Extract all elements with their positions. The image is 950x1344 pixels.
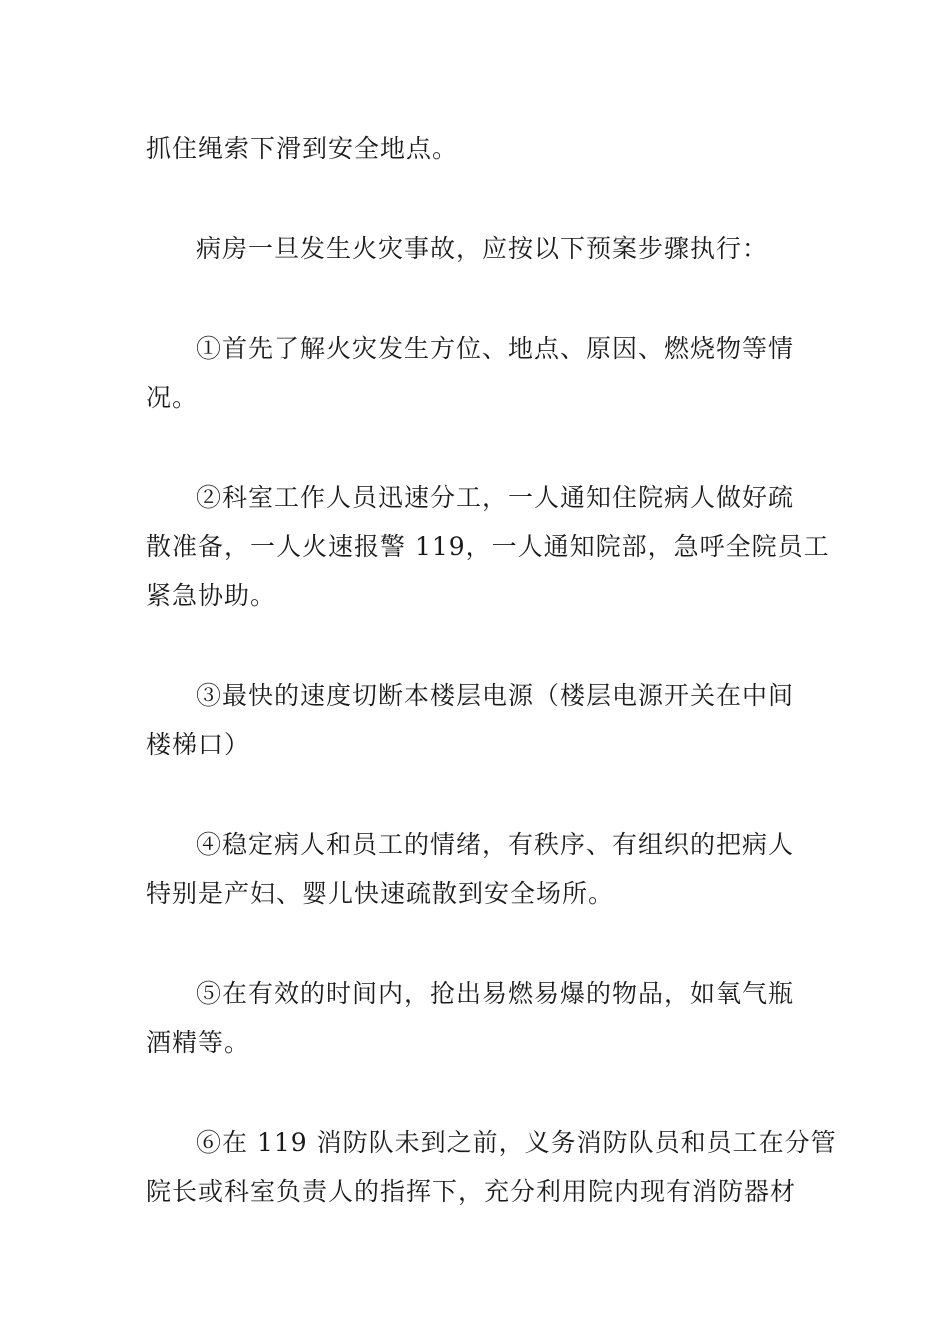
paragraph-step-5	[146, 969, 808, 1067]
paragraph-line: ①首先了解火灾发生方位、地点、原因、燃烧物等情	[196, 334, 795, 363]
paragraph-line: 紧急协助。	[146, 581, 277, 610]
paragraph-step-4	[146, 820, 808, 918]
paragraph-line: 院长或科室负责人的指挥下，充分利用院内现有消防器材	[146, 1177, 797, 1206]
paragraph-line: 抓住绳索下滑到安全地点。	[146, 134, 459, 163]
paragraph-line: 特别是产妇、婴儿快速疏散到安全场所。	[146, 879, 615, 908]
paragraph-step-3	[146, 671, 808, 769]
paragraph-step-2	[146, 473, 830, 620]
paragraph-step-6	[146, 1118, 837, 1216]
paragraph-intro	[146, 224, 808, 273]
paragraph-line: 况。	[146, 383, 199, 412]
paragraph-line: ⑥在 119 消防队未到之前，义务消防队员和员工在分管	[196, 1128, 837, 1157]
paragraph-line: 散准备，一人火速报警 119，一人通知院部，急呼全院员工	[146, 532, 830, 561]
paragraph-line: ②科室工作人员迅速分工，一人通知住院病人做好疏	[196, 483, 795, 512]
paragraph-step-1	[146, 324, 808, 422]
paragraph-line: 楼梯口）	[146, 730, 251, 759]
paragraph-line: ③最快的速度切断本楼层电源（楼层电源开关在中间	[196, 681, 795, 710]
paragraph-line: 病房一旦发生火灾事故，应按以下预案步骤执行：	[196, 234, 769, 263]
paragraph-line: 酒精等。	[146, 1028, 251, 1057]
paragraph-line: ④稳定病人和员工的情绪，有秩序、有组织的把病人	[196, 830, 795, 859]
paragraph-line: ⑤在有效的时间内，抢出易燃易爆的物品，如氧气瓶	[196, 979, 795, 1008]
paragraph-continuation	[146, 124, 808, 173]
